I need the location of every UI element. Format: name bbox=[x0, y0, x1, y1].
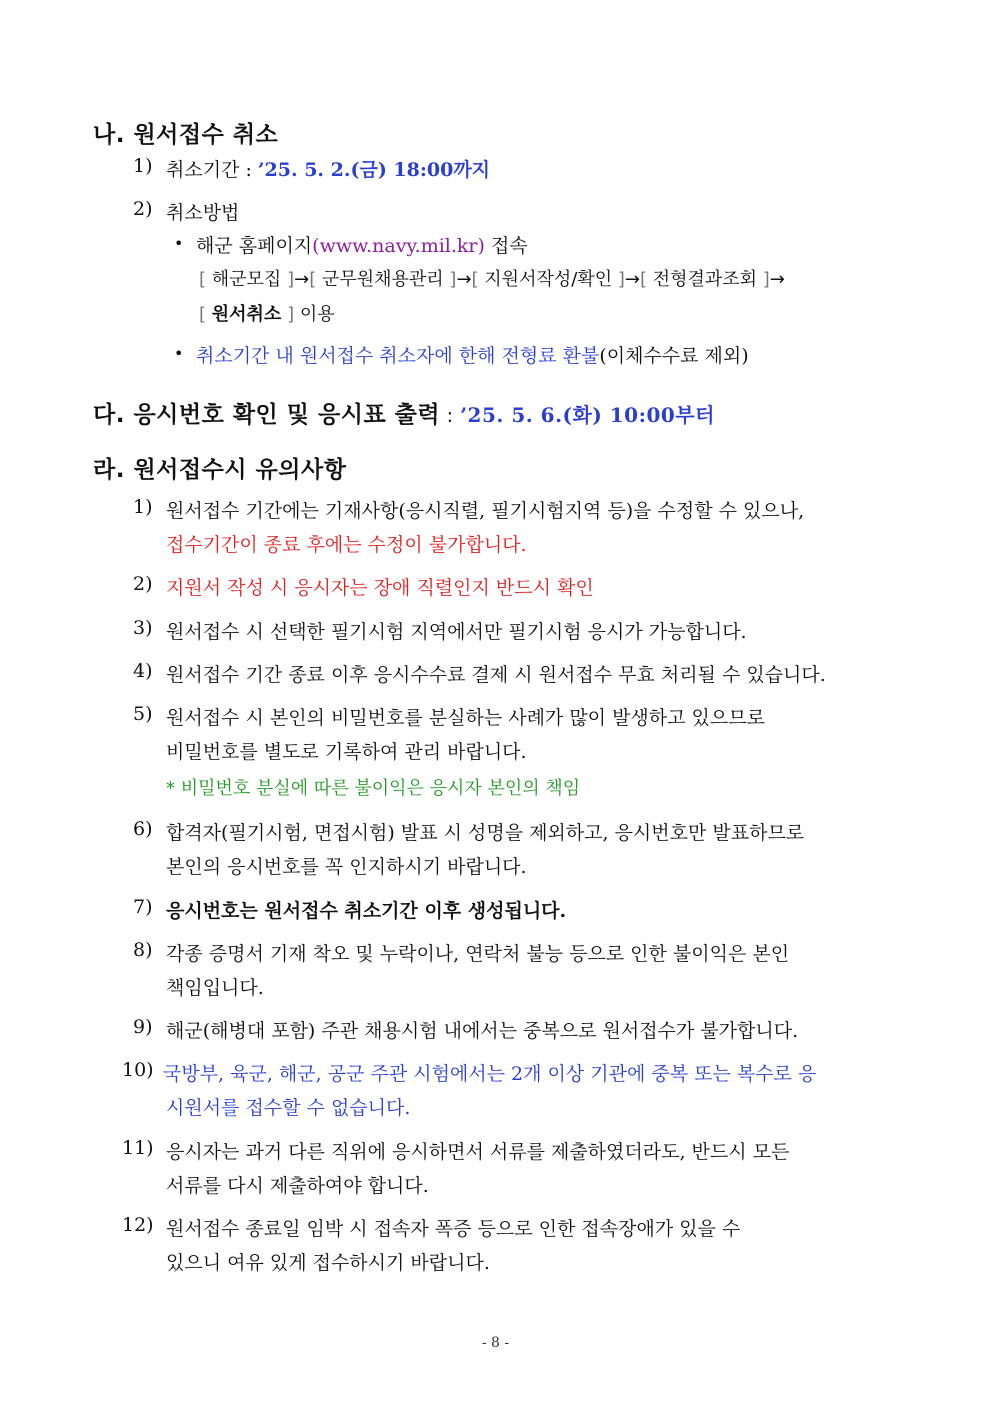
note-8-line2: 책임입니다. bbox=[166, 977, 264, 999]
arrow-icon: → bbox=[456, 269, 472, 290]
cancel-period-value: ’25. 5. 2.(금) 18:00까지 bbox=[257, 159, 491, 181]
note-11-line2: 서류를 다시 제출하여야 합니다. bbox=[166, 1175, 429, 1197]
item-number: 10) bbox=[122, 1059, 154, 1081]
note-4: 원서접수 기간 종료 이후 응시수수료 결제 시 원서접수 무효 처리될 수 있습니다. bbox=[166, 664, 826, 686]
bracket-left: [ bbox=[199, 269, 207, 290]
note-10-line1: 국방부, 육군, 해군, 공군 주관 시험에서는 2개 이상 기관에 중복 또는 복수로 응 bbox=[163, 1063, 817, 1085]
arrow-icon: → bbox=[624, 269, 640, 290]
bracket-left: [ bbox=[309, 269, 317, 290]
path-application-write: 지원서작성/확인 bbox=[484, 269, 613, 290]
note-5-warning: * 비밀번호 분실에 따른 불이익은 응시자 본인의 책임 bbox=[166, 778, 581, 799]
note-8-line1: 각종 증명서 기재 착오 및 누락이나, 연락처 불능 등으로 인한 불이익은 본인 bbox=[166, 943, 790, 965]
note-5-line2: 비밀번호를 별도로 기록하여 관리 바랍니다. bbox=[166, 741, 527, 763]
section-heading-notes: 라. 원서접수시 유의사항 bbox=[93, 457, 347, 483]
refund-text: 취소기간 내 원서접수 취소자에 한해 전형료 환불 bbox=[196, 345, 600, 367]
path-use: 이용 bbox=[299, 304, 335, 325]
item-number: 7) bbox=[133, 896, 153, 918]
section-heading-cancel: 나. 원서접수 취소 bbox=[93, 122, 279, 148]
item-number: 1) bbox=[133, 155, 153, 177]
refund-exclusion: (이체수수료 제외) bbox=[599, 345, 749, 367]
bracket-right: ] bbox=[617, 269, 625, 290]
item-number: 1) bbox=[133, 496, 153, 518]
menu-path-end bbox=[199, 300, 335, 326]
bullet-icon: • bbox=[174, 234, 184, 253]
path-navy-recruit: 해군모집 bbox=[211, 269, 282, 290]
note-10-line2: 시원서를 접수할 수 없습니다. bbox=[166, 1097, 411, 1119]
section-heading-ticket bbox=[93, 396, 715, 429]
menu-path bbox=[199, 265, 785, 291]
homepage-text: 해군 홈페이지 bbox=[196, 235, 313, 257]
arrow-icon: → bbox=[294, 269, 310, 290]
cancel-period-label: 취소기간 : bbox=[166, 159, 258, 181]
item-number: 6) bbox=[133, 818, 153, 840]
path-civilian-management: 군무원채용관리 bbox=[321, 269, 444, 290]
bracket-left: [ bbox=[639, 269, 647, 290]
note-7: 응시번호는 원서접수 취소기간 이후 생성됩니다. bbox=[166, 900, 567, 922]
ticket-date: ’25. 5. 6.(화) 10:00부터 bbox=[460, 403, 715, 427]
item-number: 2) bbox=[133, 573, 153, 595]
item-number: 11) bbox=[122, 1137, 154, 1159]
bracket-left: [ bbox=[199, 304, 207, 325]
note-1-line2: 접수기간이 종료 후에는 수정이 불가합니다. bbox=[166, 534, 527, 556]
cancel-method-label: 취소방법 bbox=[166, 202, 240, 224]
note-11-line1: 응시자는 과거 다른 직위에 응시하면서 서류를 제출하였더라도, 반드시 모든 bbox=[166, 1141, 790, 1163]
note-12-line1: 원서접수 종료일 임박 시 접속자 폭증 등으로 인한 접속장애가 있을 수 bbox=[166, 1218, 741, 1240]
ticket-heading-text: 다. 응시번호 확인 및 응시표 출력 bbox=[93, 402, 441, 428]
note-6-line2: 본인의 응시번호를 꼭 인지하시기 바랍니다. bbox=[166, 856, 527, 878]
homepage-url: (www.navy.mil.kr) bbox=[312, 235, 485, 257]
refund-line bbox=[196, 341, 749, 368]
note-3: 원서접수 시 선택한 필기시험 지역에서만 필기시험 응시가 가능합니다. bbox=[166, 621, 747, 643]
note-12-line2: 있으니 여유 있게 접수하시기 바랍니다. bbox=[166, 1252, 490, 1274]
path-cancel-application: 원서취소 bbox=[211, 304, 282, 325]
bullet-icon: • bbox=[174, 344, 184, 363]
item-number: 2) bbox=[133, 198, 153, 220]
bracket-right: ] bbox=[449, 269, 457, 290]
item-number: 8) bbox=[133, 939, 153, 961]
homepage-line bbox=[196, 231, 528, 258]
bracket-right: ] bbox=[762, 269, 770, 290]
item-number: 5) bbox=[133, 703, 153, 725]
note-2: 지원서 작성 시 응시자는 장애 직렬인지 반드시 확인 bbox=[166, 577, 594, 599]
homepage-connect: 접속 bbox=[484, 235, 528, 257]
item-number: 3) bbox=[133, 617, 153, 639]
item-number: 12) bbox=[122, 1214, 154, 1236]
item-number: 4) bbox=[133, 660, 153, 682]
ticket-sep: : bbox=[440, 405, 461, 427]
arrow-icon: → bbox=[769, 269, 785, 290]
item-number: 9) bbox=[133, 1016, 153, 1038]
note-9: 해군(해병대 포함) 주관 채용시험 내에서는 중복으로 원서접수가 불가합니다. bbox=[166, 1020, 799, 1042]
path-result-inquiry: 전형결과조회 bbox=[652, 269, 758, 290]
page-number: - 8 - bbox=[481, 1335, 510, 1351]
bracket-left: [ bbox=[471, 269, 479, 290]
note-1-line1: 원서접수 기간에는 기재사항(응시직렬, 필기시험지역 등)을 수정할 수 있으나, bbox=[166, 500, 805, 522]
cancel-period bbox=[166, 155, 490, 182]
note-5-line1: 원서접수 시 본인의 비밀번호를 분실하는 사례가 많이 발생하고 있으므로 bbox=[166, 707, 765, 729]
bracket-right: ] bbox=[287, 304, 295, 325]
note-6-line1: 합격자(필기시험, 면접시험) 발표 시 성명을 제외하고, 응시번호만 발표하므로 bbox=[166, 822, 805, 844]
bracket-right: ] bbox=[287, 269, 295, 290]
